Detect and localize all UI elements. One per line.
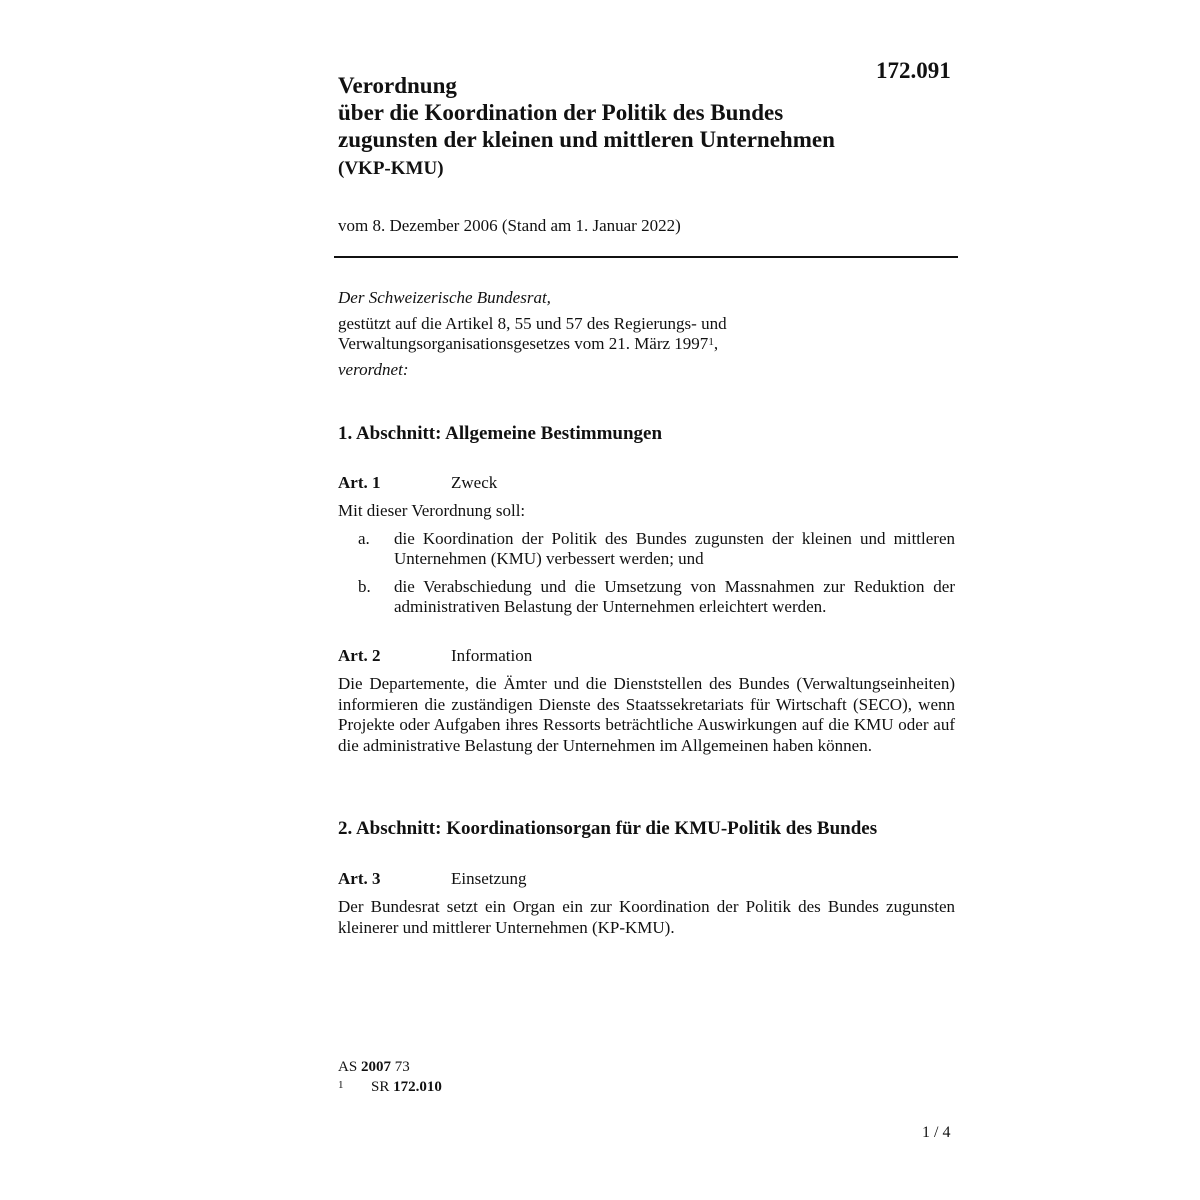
article-title: Information: [451, 646, 533, 665]
footnote-marker: 1: [338, 1079, 344, 1091]
article-heading: [338, 869, 958, 889]
title-line: zugunsten der kleinen und mittleren Unternehmen: [338, 127, 835, 152]
footnote-sr-ref[interactable]: 172.010: [393, 1079, 442, 1095]
date-line: vom 8. Dezember 2006 (Stand am 1. Januar 2022): [338, 216, 681, 235]
list-text: die Koordination der Politik des Bundes zugunsten der kleinen und mittleren Unternehmen (KMU) verbessert werden; und: [394, 529, 955, 568]
article-text: Der Bundesrat setzt ein Organ ein zur Koordination der Politik des Bundes zugunsten kleinerer und mittlerer Unternehmen (KP-KMU).: [338, 897, 955, 937]
article-title: Zweck: [451, 473, 498, 492]
article-title: Einsetzung: [451, 869, 527, 888]
article-number: Art. 3: [338, 869, 381, 888]
article-list: [338, 529, 955, 625]
list-text: die Verabschiedung und die Umsetzung von Massnahmen zur Reduktion der administrativen Belastung der Unternehmen erleichtert werden.: [394, 577, 955, 616]
article-number: Art. 2: [338, 646, 381, 665]
preamble-verordnet: verordnet:: [338, 360, 409, 379]
section-heading: 1. Abschnitt: Allgemeine Bestimmungen: [338, 423, 663, 444]
preamble-basis-end: ,: [713, 334, 719, 353]
title-line: Verordnung: [338, 73, 457, 98]
list-marker: b.: [358, 577, 371, 596]
article-heading: [338, 646, 958, 666]
page-number: 1 / 4: [922, 1124, 951, 1141]
sr-number: 172.091: [876, 58, 951, 83]
article-heading: [338, 473, 958, 493]
preamble-basis-line: [338, 334, 958, 354]
section-heading: 2. Abschnitt: Koordinationsorgan für die KMU-Politik des Bundes: [338, 818, 878, 839]
as-page: 73: [390, 1059, 410, 1075]
list-item: [338, 577, 955, 617]
title-abbreviation: (VKP-KMU): [338, 158, 444, 179]
preamble-basis-line: gestützt auf die Artikel 8, 55 und 57 des Regierungs- und: [338, 314, 727, 333]
preamble-authority: Der Schweizerische Bundesrat,: [338, 288, 551, 307]
as-prefix: AS: [338, 1059, 361, 1075]
article-intro: Mit dieser Verordnung soll:: [338, 501, 526, 520]
article-text: Die Departemente, die Ämter und die Dienststellen des Bundes (Verwaltungseinheiten) informieren die zuständigen Dienste des Staatssekretariats für Wirtschaft (SECO), wenn Projekte oder Aufgaben ihres Ressorts beträchtliche Auswirkungen auf die KMU oder auf die administrative Belastung der Unternehmen im Allgemeinen haben können.: [338, 674, 955, 755]
footnote-prefix: SR: [371, 1079, 394, 1095]
preamble: [338, 288, 958, 380]
footnote-reference[interactable]: 1: [708, 336, 714, 348]
document-title: [338, 72, 898, 181]
as-year: 2007: [360, 1059, 391, 1075]
official-compilation-ref: [338, 1059, 410, 1076]
list-marker: a.: [358, 529, 370, 548]
title-line: über die Koordination der Politik des Bundes: [338, 100, 784, 125]
header-divider: [334, 256, 958, 258]
footnote: [338, 1079, 442, 1096]
article-number: Art. 1: [338, 473, 381, 492]
list-item: [338, 529, 955, 569]
preamble-basis-text: Verwaltungsorganisationsgesetzes vom 21. März 1997: [338, 334, 709, 353]
